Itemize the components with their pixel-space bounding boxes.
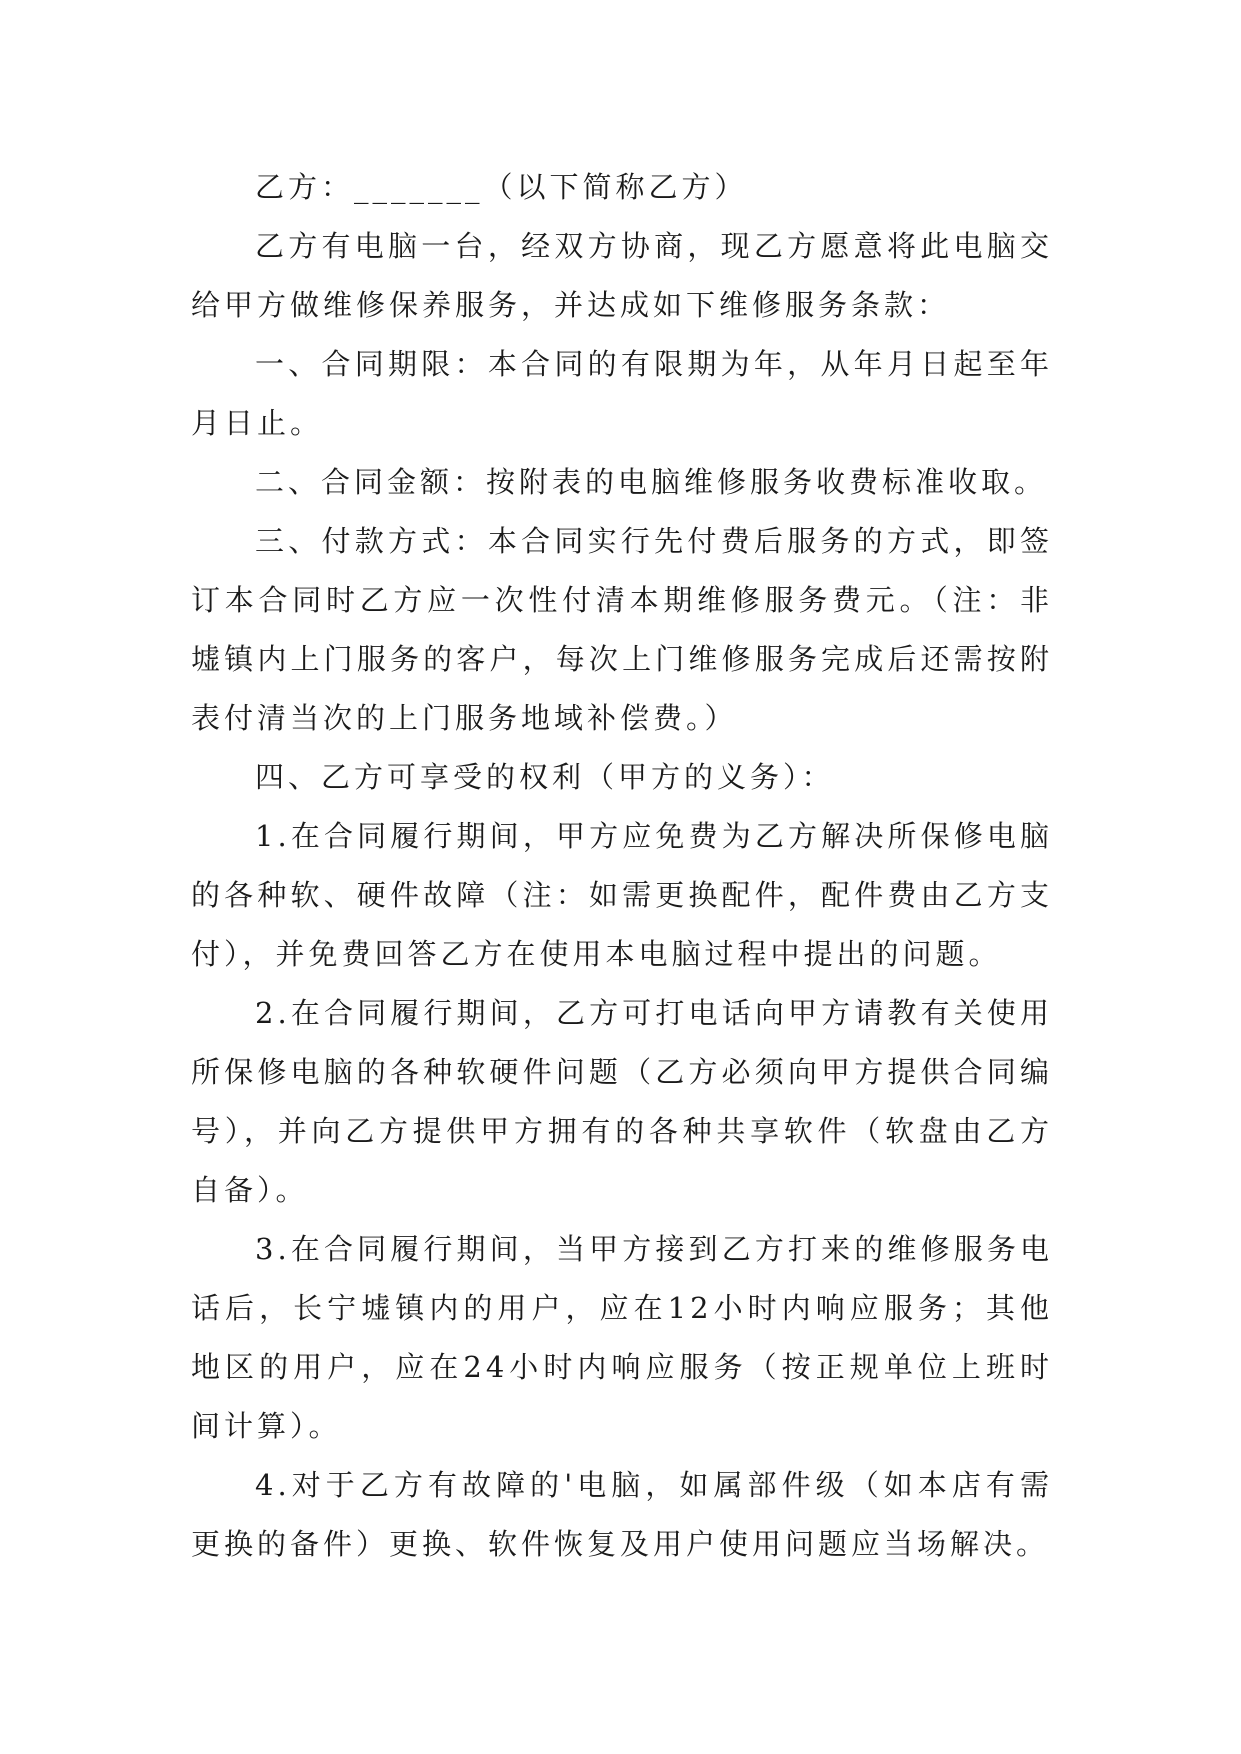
rights-item-3: 3.在合同履行期间，当甲方接到乙方打来的维修服务电话后，长宁墟镇内的用户，应在12小时内响应服务；其他地区的用户，应在24小时内响应服务（按正规单位上班时间计算）。: [191, 1232, 1053, 1443]
rights-item-2: 2.在合同履行期间，乙方可打电话向甲方请教有关使用所保修电脑的各种软硬件问题（乙方必须向甲方提供合同编号），并向乙方提供甲方拥有的各种共享软件（软盘由乙方自备）。: [191, 996, 1053, 1207]
rights-item-1: 1.在合同履行期间，甲方应免费为乙方解决所保修电脑的各种软、硬件故障（注：如需更换配件，配件费由乙方支付），并免费回答乙方在使用本电脑过程中提出的问题。: [191, 819, 1053, 971]
rights-item-4: 4.对于乙方有故障的'电脑，如属部件级（如本店有需更换的备件）更换、软件恢复及用户使用问题应当场解决。: [191, 1468, 1053, 1561]
party-b-line: 乙方：_______（以下简称乙方）: [255, 170, 748, 204]
clause-rights-heading: 四、乙方可享受的权利（甲方的义务）：: [255, 760, 835, 794]
document-body: [191, 158, 1053, 1574]
clause-contract-term: 一、合同期限：本合同的有限期为年，从年月日起至年月日止。: [191, 347, 1053, 440]
clause-contract-amount: 二、合同金额：按附表的电脑维修服务收费标准收取。: [255, 465, 1048, 499]
clause-payment-method: 三、付款方式：本合同实行先付费后服务的方式，即签订本合同时乙方应一次性付清本期维修服务费元。（注：非墟镇内上门服务的客户，每次上门维修服务完成后还需按附表付清当次的上门服务地域补偿费。）: [191, 524, 1053, 735]
intro-paragraph: 乙方有电脑一台，经双方协商，现乙方愿意将此电脑交给甲方做维修保养服务，并达成如下维修服务条款：: [191, 229, 1053, 322]
